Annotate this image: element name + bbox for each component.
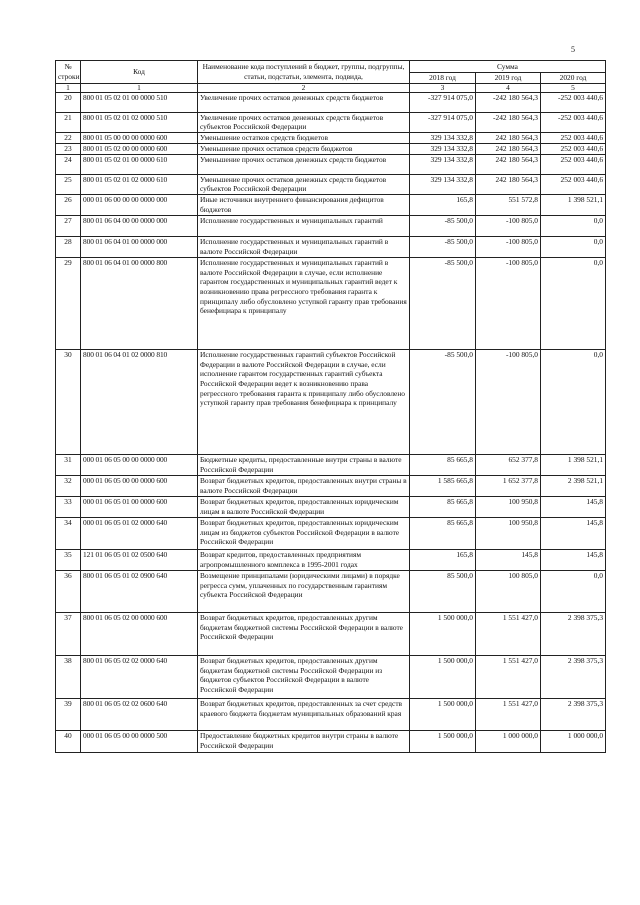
row-value-2020: -252 003 440,6 (541, 92, 606, 112)
row-name: Исполнение государственных гарантий субъектов Российской Федерации в валюте Российской Федерации в случае, если исполнение гарантом государственных гарантий субъекта Российской Федерации ведет к возникновению права регрессного требования гаранта к принципалу либо обусловлено уступкой гаранту прав требования бенефициара к принципалу (198, 349, 410, 454)
row-value-2020: 0,0 (541, 257, 606, 349)
row-value-2019: 1 000 000,0 (476, 730, 541, 752)
row-code: 121 01 06 05 01 02 0500 640 (81, 549, 198, 570)
table-row (56, 730, 606, 752)
row-value-2020: 1 398 521,1 (541, 194, 606, 215)
row-value-2020: 1 398 521,1 (541, 454, 606, 475)
row-value-2019: 1 551 427,0 (476, 655, 541, 698)
table-body (56, 92, 606, 752)
row-name: Бюджетные кредиты, предоставленные внутри страны в валюте Российской Федерации (198, 454, 410, 475)
row-value-2018: 1 500 000,0 (410, 655, 476, 698)
row-code: 800 01 06 04 01 00 0000 800 (81, 257, 198, 349)
row-name: Возврат бюджетных кредитов, предоставленных другим бюджетам бюджетной системы Российской Федерации в валюте Российской Федерации (198, 612, 410, 655)
row-value-2020: 252 003 440,6 (541, 143, 606, 154)
row-value-2020: -252 003 440,6 (541, 112, 606, 132)
row-code: 800 01 06 04 00 00 0000 000 (81, 215, 198, 236)
row-number: 30 (56, 349, 81, 454)
row-name: Иные источники внутреннего финансирования дефицитов бюджетов (198, 194, 410, 215)
row-value-2018: 1 500 000,0 (410, 612, 476, 655)
column-index: 5 (541, 83, 606, 92)
row-number: 25 (56, 174, 81, 194)
header-year-2018: 2018 год (410, 73, 476, 84)
row-code: 800 01 05 02 01 02 0000 510 (81, 112, 198, 132)
row-value-2018: -85 500,0 (410, 257, 476, 349)
row-number: 23 (56, 143, 81, 154)
row-value-2020: 252 003 440,6 (541, 133, 606, 144)
row-name: Увеличение прочих остатков денежных средств бюджетов (198, 92, 410, 112)
table-row (56, 133, 606, 144)
row-number: 21 (56, 112, 81, 132)
row-code: 000 01 06 05 01 02 0000 640 (81, 517, 198, 549)
row-value-2018: 329 134 332,8 (410, 154, 476, 174)
row-code: 800 01 06 05 02 02 0600 640 (81, 698, 198, 730)
row-value-2019: 1 551 427,0 (476, 612, 541, 655)
row-number: 38 (56, 655, 81, 698)
row-value-2019: 100 805,0 (476, 570, 541, 612)
header-year-2020: 2020 год (541, 73, 606, 84)
row-value-2018: -85 500,0 (410, 215, 476, 236)
row-code: 800 01 05 02 01 00 0000 510 (81, 92, 198, 112)
row-code: 800 01 06 05 02 00 0000 600 (81, 612, 198, 655)
row-value-2019: 145,8 (476, 549, 541, 570)
table-row (56, 194, 606, 215)
column-index: 4 (476, 83, 541, 92)
row-value-2020: 0,0 (541, 236, 606, 257)
table-row (56, 92, 606, 112)
table-row (56, 570, 606, 612)
row-value-2018: 85 665,8 (410, 517, 476, 549)
table-row (56, 215, 606, 236)
row-value-2020: 0,0 (541, 215, 606, 236)
row-value-2019: 242 180 564,3 (476, 174, 541, 194)
header-sum: Сумма (410, 61, 606, 73)
table-header (56, 61, 606, 93)
sources-table (55, 60, 606, 753)
table-row (56, 655, 606, 698)
table-row (56, 496, 606, 517)
header-year-2019: 2019 год (476, 73, 541, 84)
row-name: Уменьшение остатков средств бюджетов (198, 133, 410, 144)
row-name: Уменьшение прочих остатков денежных средств бюджетов субъектов Российской Федерации (198, 174, 410, 194)
table-row (56, 257, 606, 349)
table-row (56, 236, 606, 257)
page-number: 5 (571, 45, 575, 54)
header-name: Наименование кода поступлений в бюджет, группы, подгруппы, статьи, подстатьи, элемента, подвида, (198, 61, 410, 84)
row-value-2020: 0,0 (541, 570, 606, 612)
row-name: Возврат бюджетных кредитов, предоставленных за счет средств краевого бюджета бюджетам муниципальных образований края (198, 698, 410, 730)
row-name: Увеличение прочих остатков денежных средств бюджетов субъектов Российской Федерации (198, 112, 410, 132)
row-code: 000 01 06 00 00 00 0000 000 (81, 194, 198, 215)
row-value-2020: 2 398 375,3 (541, 655, 606, 698)
row-value-2018: 85 665,8 (410, 454, 476, 475)
row-value-2020: 252 003 440,6 (541, 174, 606, 194)
table-row (56, 112, 606, 132)
row-value-2019: 1 652 377,8 (476, 475, 541, 496)
row-value-2019: -100 805,0 (476, 349, 541, 454)
table-row (56, 517, 606, 549)
row-code: 800 01 05 00 00 00 0000 600 (81, 133, 198, 144)
row-value-2018: 329 134 332,8 (410, 174, 476, 194)
row-number: 33 (56, 496, 81, 517)
table-row (56, 454, 606, 475)
row-name: Исполнение государственных и муниципальных гарантий в валюте Российской Федерации (198, 236, 410, 257)
row-value-2019: -242 180 564,3 (476, 112, 541, 132)
table-row (56, 698, 606, 730)
row-value-2019: 100 950,8 (476, 496, 541, 517)
row-code: 800 01 06 05 01 02 0900 640 (81, 570, 198, 612)
row-name: Возврат бюджетных кредитов, предоставленных юридическим лицам из бюджетов субъектов Российской Федерации в валюте Российской Федерации (198, 517, 410, 549)
header-code: Код (81, 61, 198, 84)
row-value-2018: -85 500,0 (410, 236, 476, 257)
row-name: Уменьшение прочих остатков денежных средств бюджетов (198, 154, 410, 174)
row-value-2018: 85 500,0 (410, 570, 476, 612)
row-value-2019: -100 805,0 (476, 257, 541, 349)
row-value-2018: -327 914 075,0 (410, 92, 476, 112)
row-value-2018: -85 500,0 (410, 349, 476, 454)
row-value-2018: 1 585 665,8 (410, 475, 476, 496)
row-value-2019: 551 572,8 (476, 194, 541, 215)
row-name: Возврат бюджетных кредитов, предоставленных внутри страны в валюте Российской Федерации (198, 475, 410, 496)
row-value-2019: -100 805,0 (476, 236, 541, 257)
row-name: Исполнение государственных и муниципальных гарантий в валюте Российской Федерации в случае, если исполнение гарантом государственных и муниципальных гарантий ведет к возникновению права регрессного требования гаранта к принципалу либо обусловлено уступкой гаранту прав требования бенефициара к принципалу (198, 257, 410, 349)
row-name: Возврат бюджетных кредитов, предоставленных юридическим лицам в валюте Российской Федерации (198, 496, 410, 517)
row-code: 800 01 06 04 01 00 0000 000 (81, 236, 198, 257)
header-row-number: № строки (56, 61, 81, 84)
row-number: 20 (56, 92, 81, 112)
column-index: 3 (410, 83, 476, 92)
row-value-2019: 652 377,8 (476, 454, 541, 475)
row-number: 39 (56, 698, 81, 730)
row-value-2018: 329 134 332,8 (410, 143, 476, 154)
row-name: Возмещение принципалами (юридическими лицами) в порядке регресса сумм, уплаченных по государственным гарантиям субъекта Российской Федерации (198, 570, 410, 612)
row-code: 000 01 06 05 00 00 0000 500 (81, 730, 198, 752)
column-index: 1 (56, 83, 81, 92)
row-value-2018: 165,8 (410, 549, 476, 570)
column-index: 1 (81, 83, 198, 92)
table-row (56, 475, 606, 496)
row-number: 37 (56, 612, 81, 655)
table-row (56, 549, 606, 570)
row-value-2020: 145,8 (541, 496, 606, 517)
row-number: 24 (56, 154, 81, 174)
row-value-2020: 145,8 (541, 549, 606, 570)
row-name: Предоставление бюджетных кредитов внутри страны в валюте Российской Федерации (198, 730, 410, 752)
row-number: 26 (56, 194, 81, 215)
row-code: 800 01 05 02 01 00 0000 610 (81, 154, 198, 174)
row-number: 31 (56, 454, 81, 475)
row-number: 35 (56, 549, 81, 570)
row-value-2019: 242 180 564,3 (476, 133, 541, 144)
table-row (56, 143, 606, 154)
row-name: Возврат бюджетных кредитов, предоставленных другим бюджетам бюджетной системы Российской Федерации из бюджетов субъектов Российской Федерации в валюте Российской Федерации (198, 655, 410, 698)
row-number: 32 (56, 475, 81, 496)
row-value-2018: 1 500 000,0 (410, 698, 476, 730)
row-number: 28 (56, 236, 81, 257)
table-row (56, 612, 606, 655)
row-value-2020: 252 003 440,6 (541, 154, 606, 174)
row-value-2018: 165,8 (410, 194, 476, 215)
table-row (56, 174, 606, 194)
row-number: 40 (56, 730, 81, 752)
row-name: Уменьшение прочих остатков средств бюджетов (198, 143, 410, 154)
row-number: 36 (56, 570, 81, 612)
table-row (56, 349, 606, 454)
row-number: 34 (56, 517, 81, 549)
row-value-2020: 1 000 000,0 (541, 730, 606, 752)
row-value-2019: 242 180 564,3 (476, 154, 541, 174)
column-index: 2 (198, 83, 410, 92)
row-name: Исполнение государственных и муниципальных гарантий (198, 215, 410, 236)
row-code: 800 01 05 02 00 00 0000 600 (81, 143, 198, 154)
row-number: 27 (56, 215, 81, 236)
row-value-2020: 0,0 (541, 349, 606, 454)
row-value-2018: 85 665,8 (410, 496, 476, 517)
row-code: 800 01 05 02 01 02 0000 610 (81, 174, 198, 194)
row-value-2018: -327 914 075,0 (410, 112, 476, 132)
row-value-2019: 242 180 564,3 (476, 143, 541, 154)
row-code: 800 01 06 05 02 02 0000 640 (81, 655, 198, 698)
row-value-2019: -242 180 564,3 (476, 92, 541, 112)
row-name: Возврат кредитов, предоставленных предприятиям агропромышленного комплекса в 1995-2001 годах (198, 549, 410, 570)
row-number: 22 (56, 133, 81, 144)
row-value-2019: 100 950,8 (476, 517, 541, 549)
table-row (56, 154, 606, 174)
row-code: 000 01 06 05 00 00 0000 600 (81, 475, 198, 496)
row-value-2018: 329 134 332,8 (410, 133, 476, 144)
row-code: 800 01 06 04 01 02 0000 810 (81, 349, 198, 454)
row-value-2018: 1 500 000,0 (410, 730, 476, 752)
row-value-2020: 2 398 375,3 (541, 698, 606, 730)
row-value-2019: 1 551 427,0 (476, 698, 541, 730)
row-code: 000 01 06 05 00 00 0000 000 (81, 454, 198, 475)
row-value-2020: 2 398 375,3 (541, 612, 606, 655)
row-value-2020: 145,8 (541, 517, 606, 549)
row-value-2020: 2 398 521,1 (541, 475, 606, 496)
row-value-2019: -100 805,0 (476, 215, 541, 236)
row-code: 000 01 06 05 01 00 0000 600 (81, 496, 198, 517)
row-number: 29 (56, 257, 81, 349)
